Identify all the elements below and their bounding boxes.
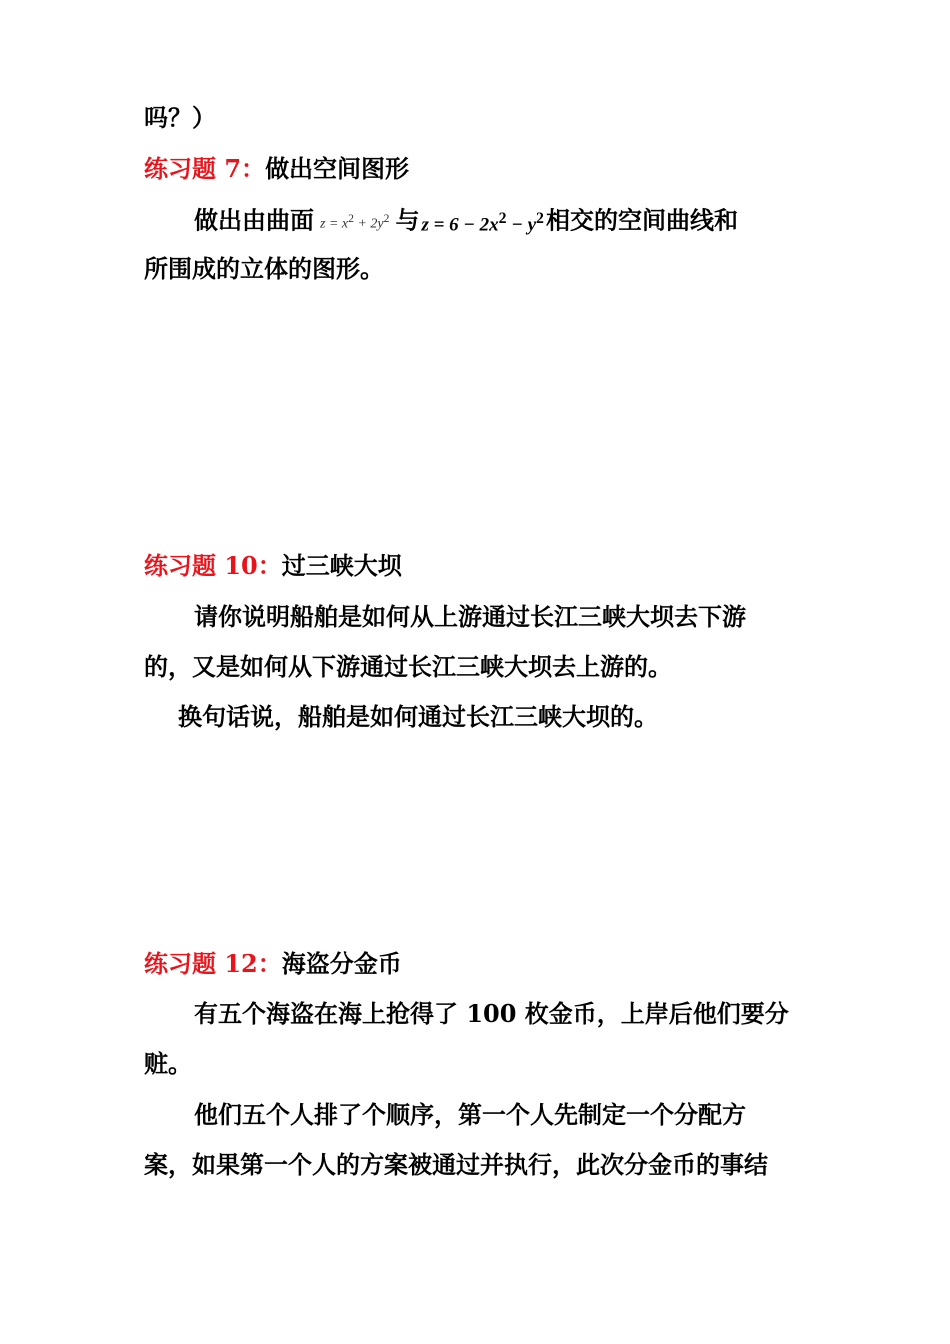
exercise-12-paragraph-line-2: 赃。 <box>144 1049 192 1078</box>
exercise-10-paragraph-line-1: 请你说明船舶是如何从上游通过长江三峡大坝去下游 <box>194 602 746 631</box>
exercise-12-paragraph-line-3: 他们五个人排了个顺序，第一个人先制定一个分配方 <box>194 1100 746 1129</box>
exercise-12-title: 海盗分金币 <box>281 949 402 978</box>
formula-surface-2: $z = 6 - 2x^2 - y^2$ <box>421 210 544 236</box>
exercise-10-paragraph-line-2: 的，又是如何从下游通过长江三峡大坝去上游的。 <box>144 652 672 681</box>
exercise-12-label: 练习题 12： <box>144 949 282 978</box>
exercise-12-heading <box>144 947 402 981</box>
text-segment: 做出由曲面 <box>194 205 314 235</box>
exercise-7-label: 练习题 7： <box>144 154 266 183</box>
exercise-7-paragraph-line-1 <box>194 202 738 242</box>
exercise-7-paragraph-line-2: 所围成的立体的图形。 <box>144 254 384 283</box>
exercise-10-title: 过三峡大坝 <box>281 551 402 580</box>
text-segment: 相交的空间曲线和 <box>545 205 738 235</box>
exercise-10-paragraph-line-3: 换句话说，船舶是如何通过长江三峡大坝的。 <box>178 702 658 731</box>
exercise-12-paragraph-line-1: 有五个海盗在海上抢得了 100 枚金币，上岸后他们要分 <box>194 999 789 1028</box>
exercise-10-heading <box>144 549 402 583</box>
exercise-7-title: 做出空间图形 <box>265 154 410 183</box>
formula-surface-1: $z = x^2 + 2y^2$ <box>320 212 390 232</box>
exercise-10-label: 练习题 10： <box>144 551 282 580</box>
text-line-continuation: 吗？） <box>144 103 216 132</box>
exercise-12-paragraph-line-4: 案，如果第一个人的方案被通过并执行，此次分金币的事结 <box>144 1150 768 1179</box>
exercise-7-heading <box>144 152 409 186</box>
text-segment: 与 <box>395 205 420 235</box>
